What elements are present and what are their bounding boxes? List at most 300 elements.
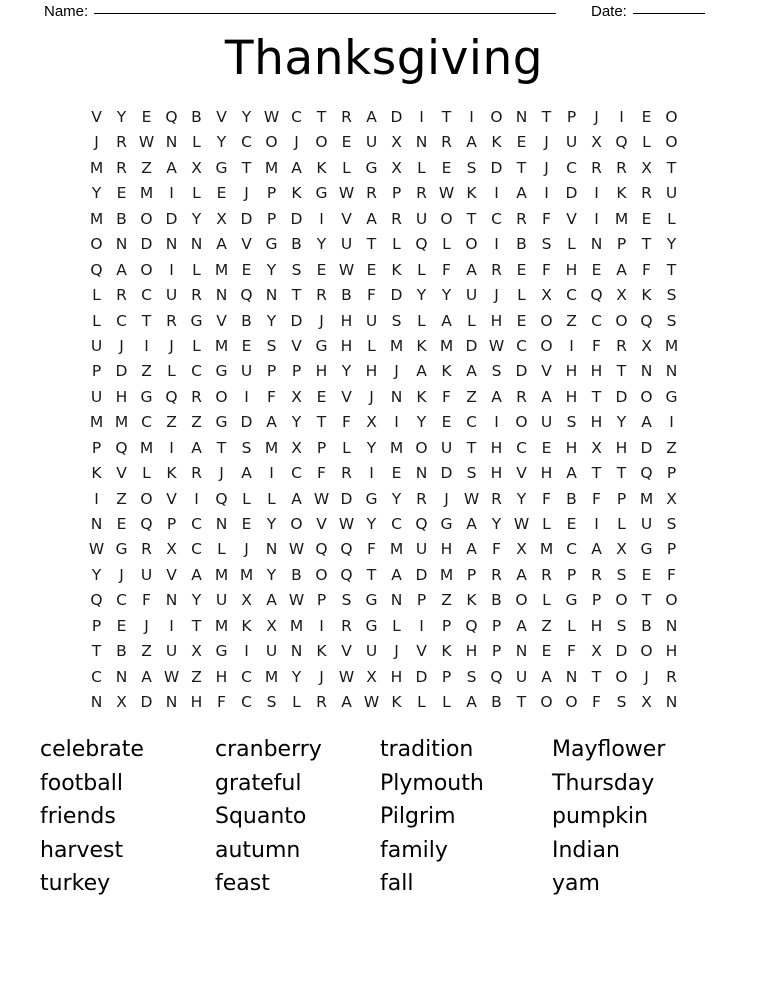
grid-cell[interactable]: D: [465, 336, 478, 355]
grid-cell[interactable]: I: [669, 413, 674, 432]
grid-cell[interactable]: C: [466, 413, 477, 432]
grid-cell[interactable]: L: [342, 158, 351, 177]
grid-cell[interactable]: I: [169, 260, 174, 279]
grid-cell[interactable]: X: [391, 133, 402, 152]
grid-cell[interactable]: E: [641, 108, 652, 126]
grid-cell[interactable]: V: [316, 515, 327, 533]
grid-cell[interactable]: O: [265, 133, 278, 152]
grid-cell[interactable]: Q: [215, 489, 228, 508]
grid-cell[interactable]: N: [215, 286, 228, 305]
grid-cell[interactable]: I: [469, 108, 474, 126]
grid-cell[interactable]: K: [316, 158, 327, 177]
grid-cell[interactable]: M: [214, 616, 229, 635]
grid-cell[interactable]: E: [591, 260, 602, 279]
grid-cell[interactable]: R: [541, 565, 552, 584]
word-list-item[interactable]: harvest: [40, 837, 124, 863]
grid-cell[interactable]: O: [540, 693, 553, 712]
grid-cell[interactable]: A: [416, 362, 427, 381]
grid-cell[interactable]: I: [569, 336, 574, 355]
grid-cell[interactable]: J: [369, 387, 374, 406]
grid-cell[interactable]: A: [641, 413, 652, 432]
grid-cell[interactable]: G: [365, 591, 378, 610]
grid-cell[interactable]: H: [315, 362, 328, 381]
grid-cell[interactable]: Y: [291, 413, 302, 432]
grid-cell[interactable]: F: [142, 591, 151, 610]
grid-cell[interactable]: A: [391, 565, 402, 584]
grid-cell[interactable]: D: [240, 413, 253, 432]
grid-cell[interactable]: R: [341, 108, 352, 126]
grid-cell[interactable]: M: [214, 336, 229, 355]
grid-cell[interactable]: N: [265, 286, 278, 305]
grid-cell[interactable]: Y: [191, 209, 202, 228]
grid-cell[interactable]: L: [517, 286, 526, 305]
grid-cell[interactable]: N: [640, 362, 653, 381]
grid-cell[interactable]: Q: [340, 565, 353, 584]
grid-cell[interactable]: I: [419, 616, 424, 635]
grid-cell[interactable]: X: [291, 438, 302, 457]
name-blank-line[interactable]: [94, 12, 556, 14]
grid-cell[interactable]: M: [89, 158, 104, 177]
grid-cell[interactable]: Q: [590, 286, 603, 305]
grid-cell[interactable]: Y: [666, 235, 677, 254]
grid-cell[interactable]: Y: [91, 184, 102, 203]
grid-cell[interactable]: P: [616, 235, 627, 254]
grid-cell[interactable]: P: [91, 362, 102, 381]
grid-cell[interactable]: E: [341, 133, 352, 152]
grid-cell[interactable]: L: [542, 591, 551, 610]
grid-cell[interactable]: V: [216, 311, 227, 330]
grid-cell[interactable]: L: [617, 515, 626, 533]
grid-cell[interactable]: H: [490, 438, 503, 457]
grid-cell[interactable]: H: [590, 616, 603, 635]
grid-cell[interactable]: D: [290, 311, 303, 330]
grid-cell[interactable]: L: [142, 464, 151, 483]
grid-cell[interactable]: A: [266, 413, 277, 432]
grid-cell[interactable]: T: [366, 235, 377, 254]
grid-cell[interactable]: G: [215, 362, 228, 381]
grid-cell[interactable]: O: [490, 108, 503, 126]
grid-cell[interactable]: E: [116, 515, 127, 533]
grid-cell[interactable]: U: [365, 642, 378, 661]
grid-cell[interactable]: I: [494, 184, 499, 203]
grid-cell[interactable]: K: [241, 616, 252, 635]
grid-cell[interactable]: L: [542, 515, 551, 533]
grid-cell[interactable]: H: [190, 693, 203, 712]
grid-cell[interactable]: I: [169, 438, 174, 457]
grid-cell[interactable]: D: [390, 286, 403, 305]
grid-cell[interactable]: H: [440, 540, 453, 559]
grid-cell[interactable]: I: [244, 387, 249, 406]
grid-cell[interactable]: L: [292, 693, 301, 712]
grid-cell[interactable]: J: [119, 336, 124, 355]
grid-cell[interactable]: T: [316, 413, 327, 432]
grid-cell[interactable]: U: [90, 336, 103, 355]
grid-cell[interactable]: H: [365, 362, 378, 381]
grid-cell[interactable]: O: [665, 591, 678, 610]
grid-cell[interactable]: T: [366, 565, 377, 584]
grid-cell[interactable]: X: [616, 286, 627, 305]
grid-cell[interactable]: A: [166, 158, 177, 177]
grid-cell[interactable]: R: [341, 464, 352, 483]
grid-cell[interactable]: C: [516, 438, 527, 457]
grid-cell[interactable]: P: [266, 184, 277, 203]
grid-cell[interactable]: J: [494, 286, 499, 305]
grid-cell[interactable]: E: [116, 184, 127, 203]
grid-cell[interactable]: F: [492, 540, 501, 559]
grid-cell[interactable]: E: [241, 515, 252, 533]
grid-cell[interactable]: A: [216, 235, 227, 254]
grid-cell[interactable]: J: [594, 108, 599, 126]
grid-cell[interactable]: K: [441, 642, 452, 661]
grid-cell[interactable]: Y: [116, 108, 127, 126]
grid-cell[interactable]: P: [566, 108, 577, 126]
grid-cell[interactable]: C: [91, 667, 102, 686]
grid-cell[interactable]: K: [466, 184, 477, 203]
grid-cell[interactable]: O: [615, 667, 628, 686]
grid-cell[interactable]: I: [194, 489, 199, 508]
grid-cell[interactable]: N: [390, 591, 403, 610]
grid-cell[interactable]: S: [666, 515, 677, 533]
grid-cell[interactable]: M: [439, 565, 454, 584]
grid-cell[interactable]: F: [542, 260, 551, 279]
word-list-item[interactable]: turkey: [40, 871, 111, 897]
grid-cell[interactable]: V: [116, 464, 127, 483]
grid-cell[interactable]: I: [394, 413, 399, 432]
grid-cell[interactable]: Y: [191, 591, 202, 610]
grid-cell[interactable]: B: [516, 235, 527, 254]
grid-cell[interactable]: I: [169, 616, 174, 635]
grid-cell[interactable]: W: [313, 489, 330, 508]
date-blank-line[interactable]: [633, 12, 705, 14]
grid-cell[interactable]: W: [263, 108, 280, 126]
word-list-item[interactable]: Squanto: [215, 804, 307, 830]
grid-cell[interactable]: D: [615, 387, 628, 406]
grid-cell[interactable]: M: [289, 616, 304, 635]
grid-cell[interactable]: S: [241, 438, 252, 457]
word-list-item[interactable]: tradition: [380, 737, 474, 762]
grid-cell[interactable]: V: [416, 642, 427, 661]
grid-cell[interactable]: U: [240, 362, 253, 381]
grid-cell[interactable]: S: [666, 286, 677, 305]
grid-cell[interactable]: H: [565, 387, 578, 406]
grid-cell[interactable]: D: [640, 438, 653, 457]
grid-cell[interactable]: T: [516, 693, 527, 712]
grid-cell[interactable]: T: [91, 642, 102, 661]
grid-cell[interactable]: J: [144, 616, 149, 635]
grid-cell[interactable]: M: [639, 489, 654, 508]
grid-cell[interactable]: U: [415, 209, 428, 228]
grid-cell[interactable]: Y: [366, 438, 377, 457]
word-list-item[interactable]: family: [380, 837, 448, 863]
grid-cell[interactable]: E: [641, 565, 652, 584]
grid-cell[interactable]: D: [390, 108, 403, 126]
word-list-item[interactable]: cranberry: [215, 737, 322, 762]
grid-cell[interactable]: V: [91, 108, 102, 126]
grid-cell[interactable]: S: [466, 464, 477, 483]
grid-cell[interactable]: Z: [441, 591, 452, 610]
grid-cell[interactable]: C: [241, 667, 252, 686]
grid-cell[interactable]: Y: [266, 311, 277, 330]
grid-cell[interactable]: G: [215, 158, 228, 177]
grid-cell[interactable]: M: [264, 667, 279, 686]
grid-cell[interactable]: L: [367, 336, 376, 355]
grid-cell[interactable]: P: [91, 438, 102, 457]
word-list-item[interactable]: Thursday: [552, 770, 655, 796]
grid-cell[interactable]: F: [592, 489, 601, 508]
grid-cell[interactable]: J: [644, 667, 649, 686]
grid-cell[interactable]: A: [366, 108, 377, 126]
grid-cell[interactable]: V: [166, 489, 177, 508]
grid-cell[interactable]: G: [315, 336, 328, 355]
grid-cell[interactable]: R: [641, 184, 652, 203]
grid-cell[interactable]: M: [389, 540, 404, 559]
grid-cell[interactable]: Q: [415, 515, 428, 533]
grid-cell[interactable]: U: [165, 642, 178, 661]
grid-cell[interactable]: Y: [241, 108, 252, 126]
grid-cell[interactable]: O: [615, 591, 628, 610]
grid-cell[interactable]: U: [565, 133, 578, 152]
grid-cell[interactable]: S: [616, 616, 627, 635]
grid-cell[interactable]: O: [415, 438, 428, 457]
grid-cell[interactable]: H: [565, 260, 578, 279]
grid-cell[interactable]: S: [391, 311, 402, 330]
grid-cell[interactable]: T: [241, 158, 252, 177]
grid-cell[interactable]: Z: [566, 311, 577, 330]
grid-cell[interactable]: D: [140, 235, 153, 254]
grid-cell[interactable]: U: [365, 311, 378, 330]
grid-cell[interactable]: O: [665, 108, 678, 126]
grid-cell[interactable]: P: [616, 489, 627, 508]
grid-cell[interactable]: A: [516, 184, 527, 203]
grid-cell[interactable]: N: [165, 133, 178, 152]
grid-cell[interactable]: M: [239, 565, 254, 584]
grid-cell[interactable]: R: [591, 158, 602, 177]
grid-cell[interactable]: R: [416, 489, 427, 508]
grid-cell[interactable]: D: [515, 362, 528, 381]
grid-cell[interactable]: W: [163, 667, 180, 686]
grid-cell[interactable]: J: [394, 362, 399, 381]
grid-cell[interactable]: T: [441, 108, 452, 126]
grid-cell[interactable]: K: [391, 693, 402, 712]
grid-cell[interactable]: J: [94, 133, 99, 152]
grid-cell[interactable]: X: [191, 642, 202, 661]
grid-cell[interactable]: E: [441, 413, 452, 432]
grid-cell[interactable]: P: [166, 515, 177, 533]
grid-cell[interactable]: L: [442, 235, 451, 254]
grid-cell[interactable]: L: [92, 286, 101, 305]
grid-cell[interactable]: H: [490, 464, 503, 483]
grid-cell[interactable]: C: [391, 515, 402, 533]
grid-cell[interactable]: A: [591, 540, 602, 559]
grid-cell[interactable]: R: [116, 158, 127, 177]
grid-cell[interactable]: N: [565, 667, 578, 686]
grid-cell[interactable]: X: [516, 540, 527, 559]
grid-cell[interactable]: R: [191, 286, 202, 305]
grid-cell[interactable]: X: [241, 591, 252, 610]
grid-cell[interactable]: U: [415, 540, 428, 559]
grid-cell[interactable]: V: [166, 565, 177, 584]
grid-cell[interactable]: X: [166, 540, 177, 559]
grid-cell[interactable]: N: [115, 667, 128, 686]
grid-cell[interactable]: K: [316, 642, 327, 661]
grid-cell[interactable]: F: [567, 642, 576, 661]
grid-cell[interactable]: U: [165, 286, 178, 305]
grid-cell[interactable]: M: [214, 565, 229, 584]
grid-cell[interactable]: Q: [90, 591, 103, 610]
grid-cell[interactable]: A: [466, 515, 477, 533]
grid-cell[interactable]: H: [340, 311, 353, 330]
grid-cell[interactable]: L: [567, 616, 576, 635]
grid-cell[interactable]: N: [515, 642, 528, 661]
grid-cell[interactable]: R: [441, 133, 452, 152]
grid-cell[interactable]: T: [616, 464, 627, 483]
grid-cell[interactable]: R: [116, 286, 127, 305]
grid-cell[interactable]: P: [566, 565, 577, 584]
grid-cell[interactable]: M: [614, 209, 629, 228]
grid-cell[interactable]: L: [192, 336, 201, 355]
grid-cell[interactable]: Q: [640, 464, 653, 483]
grid-cell[interactable]: I: [269, 464, 274, 483]
grid-cell[interactable]: E: [566, 515, 577, 533]
grid-cell[interactable]: C: [241, 133, 252, 152]
grid-cell[interactable]: I: [369, 464, 374, 483]
grid-cell[interactable]: P: [391, 184, 402, 203]
grid-cell[interactable]: W: [463, 489, 480, 508]
grid-cell[interactable]: I: [319, 209, 324, 228]
grid-cell[interactable]: S: [541, 235, 552, 254]
grid-cell[interactable]: T: [541, 108, 552, 126]
grid-cell[interactable]: X: [391, 158, 402, 177]
grid-cell[interactable]: K: [416, 336, 427, 355]
grid-cell[interactable]: R: [416, 184, 427, 203]
grid-cell[interactable]: S: [566, 413, 577, 432]
grid-cell[interactable]: R: [666, 667, 677, 686]
grid-cell[interactable]: R: [516, 209, 527, 228]
grid-cell[interactable]: C: [591, 311, 602, 330]
grid-cell[interactable]: F: [592, 336, 601, 355]
grid-cell[interactable]: K: [91, 464, 102, 483]
grid-cell[interactable]: J: [244, 184, 249, 203]
grid-cell[interactable]: X: [591, 133, 602, 152]
grid-cell[interactable]: D: [415, 565, 428, 584]
grid-cell[interactable]: T: [641, 591, 652, 610]
grid-cell[interactable]: R: [316, 693, 327, 712]
grid-cell[interactable]: A: [441, 311, 452, 330]
grid-cell[interactable]: L: [467, 311, 476, 330]
grid-cell[interactable]: A: [491, 387, 502, 406]
grid-cell[interactable]: R: [166, 311, 177, 330]
grid-cell[interactable]: L: [442, 693, 451, 712]
grid-cell[interactable]: P: [316, 438, 327, 457]
grid-cell[interactable]: F: [642, 260, 651, 279]
word-list-item[interactable]: feast: [215, 871, 270, 897]
grid-cell[interactable]: A: [466, 540, 477, 559]
grid-cell[interactable]: R: [191, 387, 202, 406]
grid-cell[interactable]: L: [392, 616, 401, 635]
grid-cell[interactable]: O: [465, 235, 478, 254]
grid-cell[interactable]: L: [417, 260, 426, 279]
grid-cell[interactable]: E: [441, 158, 452, 177]
grid-cell[interactable]: Q: [140, 515, 153, 533]
grid-cell[interactable]: B: [641, 616, 652, 635]
grid-cell[interactable]: W: [288, 540, 305, 559]
grid-cell[interactable]: L: [642, 133, 651, 152]
grid-cell[interactable]: G: [215, 413, 228, 432]
grid-cell[interactable]: W: [488, 336, 505, 355]
word-list-item[interactable]: Indian: [552, 837, 620, 863]
grid-cell[interactable]: L: [167, 362, 176, 381]
grid-cell[interactable]: F: [267, 387, 276, 406]
grid-cell[interactable]: T: [216, 438, 227, 457]
grid-cell[interactable]: B: [116, 209, 127, 228]
grid-cell[interactable]: V: [341, 642, 352, 661]
grid-cell[interactable]: J: [394, 642, 399, 661]
grid-cell[interactable]: Q: [165, 387, 178, 406]
grid-cell[interactable]: N: [665, 616, 678, 635]
word-list-item[interactable]: yam: [552, 871, 600, 897]
grid-cell[interactable]: Y: [491, 515, 502, 533]
grid-cell[interactable]: C: [141, 413, 152, 432]
grid-cell[interactable]: Y: [316, 235, 327, 254]
grid-cell[interactable]: T: [591, 667, 602, 686]
grid-cell[interactable]: Q: [340, 540, 353, 559]
grid-cell[interactable]: M: [89, 413, 104, 432]
grid-cell[interactable]: I: [594, 515, 599, 533]
grid-cell[interactable]: L: [567, 235, 576, 254]
grid-cell[interactable]: T: [316, 108, 327, 126]
grid-cell[interactable]: M: [389, 336, 404, 355]
grid-cell[interactable]: K: [641, 286, 652, 305]
grid-cell[interactable]: C: [141, 286, 152, 305]
grid-cell[interactable]: E: [541, 438, 552, 457]
grid-cell[interactable]: N: [265, 540, 278, 559]
grid-cell[interactable]: J: [319, 667, 324, 686]
grid-cell[interactable]: A: [191, 438, 202, 457]
grid-cell[interactable]: C: [116, 311, 127, 330]
grid-cell[interactable]: O: [615, 311, 628, 330]
grid-cell[interactable]: X: [216, 209, 227, 228]
grid-cell[interactable]: O: [515, 413, 528, 432]
grid-cell[interactable]: V: [341, 387, 352, 406]
grid-cell[interactable]: I: [94, 489, 99, 508]
grid-cell[interactable]: L: [192, 260, 201, 279]
grid-cell[interactable]: L: [192, 184, 201, 203]
grid-cell[interactable]: O: [315, 133, 328, 152]
grid-cell[interactable]: A: [541, 667, 552, 686]
grid-cell[interactable]: P: [491, 642, 502, 661]
grid-cell[interactable]: C: [566, 540, 577, 559]
grid-cell[interactable]: W: [88, 540, 105, 559]
grid-cell[interactable]: P: [91, 616, 102, 635]
grid-cell[interactable]: Y: [216, 133, 227, 152]
grid-cell[interactable]: H: [115, 387, 128, 406]
grid-cell[interactable]: X: [366, 667, 377, 686]
grid-cell[interactable]: O: [565, 693, 578, 712]
grid-cell[interactable]: E: [516, 311, 527, 330]
grid-cell[interactable]: K: [441, 362, 452, 381]
grid-cell[interactable]: J: [294, 133, 299, 152]
grid-cell[interactable]: L: [667, 209, 676, 228]
grid-cell[interactable]: J: [219, 464, 224, 483]
grid-cell[interactable]: C: [191, 515, 202, 533]
grid-cell[interactable]: A: [341, 693, 352, 712]
grid-cell[interactable]: D: [615, 642, 628, 661]
grid-cell[interactable]: E: [241, 336, 252, 355]
grid-cell[interactable]: S: [466, 158, 477, 177]
grid-cell[interactable]: X: [591, 642, 602, 661]
grid-cell[interactable]: X: [641, 158, 652, 177]
grid-cell[interactable]: A: [516, 616, 527, 635]
